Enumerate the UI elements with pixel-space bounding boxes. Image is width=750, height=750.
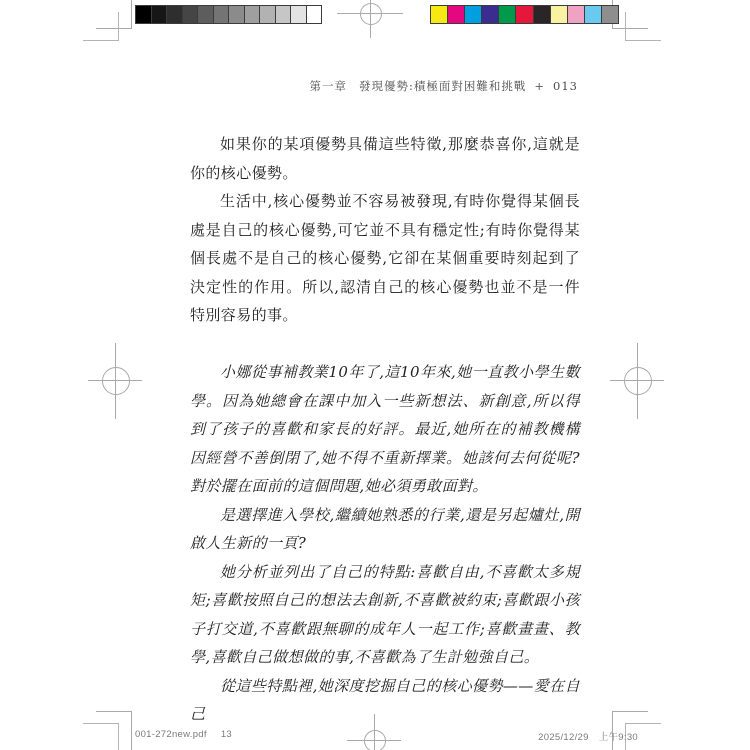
story-paragraph: 她分析並列出了自己的特點:喜歡自由,不喜歡太多規矩;喜歡按照自己的想法去創新,不喜歡被約束;喜歡跟小孩子打交道,不喜歡跟無聊的成年人一起工作;喜歡畫畫、教學,喜歡自己做想做的事,不喜歡為了生計勉強自己。	[190, 562, 580, 666]
calibration-swatch	[584, 5, 602, 24]
color-calibration-bar	[430, 5, 618, 24]
footer-file-info	[135, 729, 232, 740]
calibration-swatch	[447, 5, 465, 24]
calibration-swatch	[135, 5, 152, 24]
chapter-label: 第一章	[309, 79, 348, 93]
calibration-swatch	[498, 5, 516, 24]
footer-time: 上午9:30	[598, 732, 638, 743]
footer-filename: 001-272new.pdf	[135, 729, 207, 740]
registration-circle	[624, 367, 652, 395]
footer-timestamp	[538, 729, 638, 743]
footer-date: 2025/12/29	[538, 732, 589, 743]
crop-mark-top-left-inner	[83, 12, 119, 41]
registration-circle	[102, 367, 130, 395]
calibration-swatch	[244, 5, 261, 24]
registration-mark-top	[337, 0, 403, 38]
calibration-swatch	[151, 5, 168, 24]
calibration-swatch	[601, 5, 619, 24]
paragraph: 生活中,核心優勢並不容易被發現,有時你覺得某個長處是自己的核心優勢,可它並不具有穩定性;有時你覺得某個長處不是自己的核心優勢,它卻在某個重要時刻起到了決定性的作用。所以,認清自己的核心優勢也並不是一件特別容易的事。	[190, 192, 580, 324]
registration-circle	[364, 730, 386, 750]
page-number: 013	[553, 79, 578, 93]
calibration-swatch	[166, 5, 183, 24]
calibration-swatch	[567, 5, 585, 24]
calibration-swatch	[228, 5, 245, 24]
calibration-swatch	[430, 5, 448, 24]
calibration-swatch	[197, 5, 214, 24]
paragraph: 如果你的某項優勢具備這些特徵,那麼恭喜你,這就是你的核心優勢。	[190, 135, 580, 182]
calibration-swatch	[290, 5, 307, 24]
footer-sheet-number: 13	[220, 729, 232, 740]
calibration-swatch	[275, 5, 292, 24]
calibration-swatch	[259, 5, 276, 24]
registration-circle	[360, 3, 382, 25]
grayscale-calibration-bar	[135, 5, 321, 24]
story-paragraph: 從這些特點裡,她深度挖掘自己的核心優勢——愛在自己	[190, 676, 580, 723]
crop-mark-top-right-inner	[625, 12, 661, 41]
registration-mark-right	[610, 343, 664, 419]
calibration-swatch	[213, 5, 230, 24]
registration-mark-left	[88, 343, 142, 419]
calibration-swatch	[533, 5, 551, 24]
calibration-swatch	[306, 5, 323, 24]
running-header	[310, 78, 578, 94]
calibration-swatch	[481, 5, 499, 24]
header-separator-glyph: +	[534, 79, 546, 93]
page-body-text	[190, 130, 580, 729]
chapter-title: 發現優勢:積極面對困難和挑戰	[359, 79, 527, 93]
calibration-swatch	[464, 5, 482, 24]
calibration-swatch	[182, 5, 199, 24]
calibration-swatch	[550, 5, 568, 24]
crop-mark-bottom-left-inner	[83, 723, 119, 750]
calibration-swatch	[515, 5, 533, 24]
story-paragraph: 是選擇進入學校,繼續她熟悉的行業,還是另起爐灶,開啟人生新的一頁?	[190, 505, 580, 552]
story-paragraph: 小娜從事補教業10年了,這10年來,她一直教小學生數學。因為她總會在課中加入一些新想法、新創意,所以得到了孩子的喜歡和家長的好評。最近,她所在的補教機構因經營不善倒閉了,她不得不重新擇業。她該何去何從呢?對於擺在面前的這個問題,她必須勇敢面對。	[190, 363, 580, 495]
